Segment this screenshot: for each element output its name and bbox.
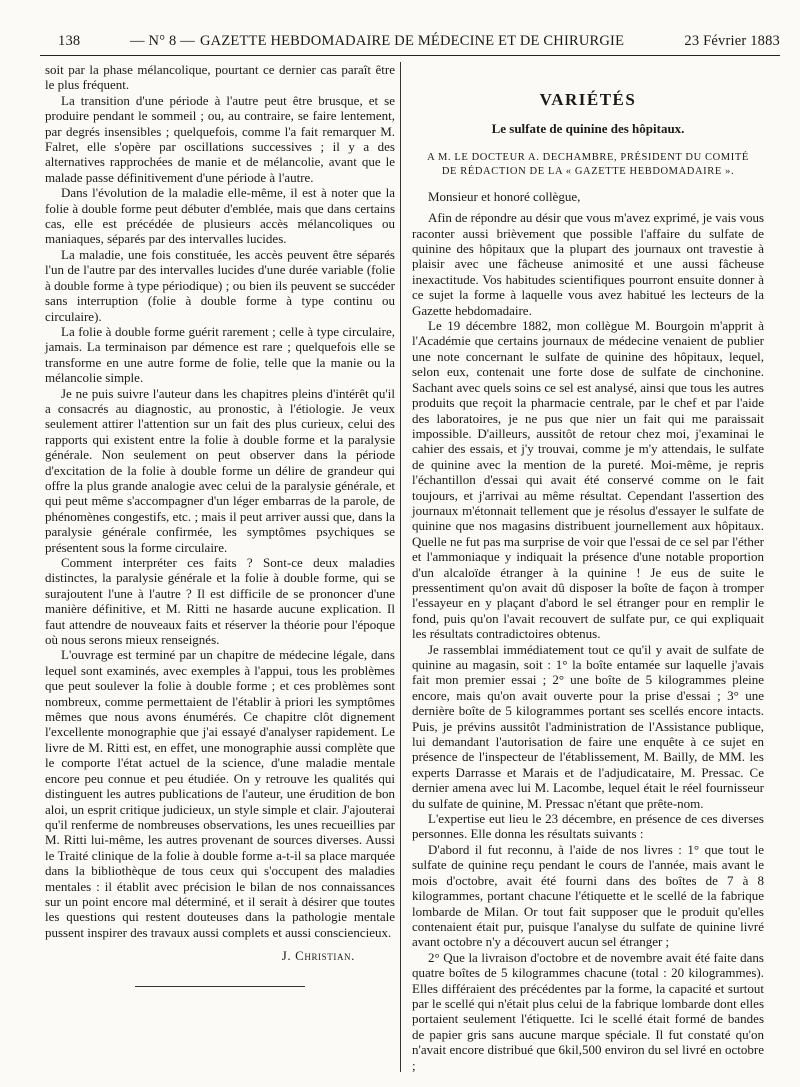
paragraph: L'ouvrage est terminé par un chapitre de médecine légale, dans lequel sont examinés, avec exemples à l'appui, tous les problèmes que peut soulever la folie à double forme ; et ces problèmes sont nombreux, comme permettaient de l'établir à priori les symptômes mêmes que nous avons énumérés. Ce chapitre clôt dignement l'excellente monographie que j'ai essayé d'analyser rapidement. Le livre de M. Ritti est, en effet, une monographie aussi complète que le comporte l'état actuel de la science, d'une maladie mentale encore peu connue et peu étudiée. On y retrouve les qualités qui distinguent les autres publications de l'auteur, une érudition de bon aloi, un esprit critique judicieux, un style simple et clair. J'ajouterai qu'il renferme de nombreuses observations, les unes recueillies par M. Ritti lui-même, les autres provenant de sources diverses. Aussi le Traité clinique de la folie à double forme a-t-il sa place marquée dans la bibliothèque de tous ceux qui s'occupent des maladies mentales : il établit avec précision le bilan de nos connaissances sur un point encore mal déterminé, et il serait à désirer que toutes les questions qui restent douteuses dans la pathologie mentale pussent inspirer des travaux aussi complets et aussi consciencieux. [45,647,395,940]
paragraph: La maladie, une fois constituée, les accès peuvent être séparés l'un de l'autre par des intervalles lucides d'une durée variable (folie à double forme à type périodique) ; ou bien ils peuvent se succéder sans interruption (folie à double forme à type continu ou circulaire). [45,246,395,324]
paragraph: La transition d'une période à l'autre peut être brusque, et se produire pendant le sommeil ; ou, au contraire, se faire lentement, par degrés insensibles ; quelquefois, comme l'a fait remarquer M. Falret, elle s'opère par oscillations successives ; il y a des alternatives rapprochées de manie et de mélancolie, avant que le malade passe définitivement d'une période à l'autre. [45,92,395,185]
section-title: VARIÉTÉS [539,90,637,109]
left-column [45,62,395,987]
paragraph: Je rassemblai immédiatement tout ce qu'il y avait de sulfate de quinine au magasin, soit : 1° la boîte entamée sur laquelle j'avais fait mon premier essai ; 2° une boîte de 5 kilogrammes pleine encore, mais qu'on avait ouverte pour la prise d'essai ; 3° une dernière boîte de 5 kilogrammes portant ses scellés encore intacts. Puis, je prévins aussitôt l'administration de l'Assistance publique, lui demandant l'autorisation de faire une enquête à ce sujet en présence de l'inspecteur de l'établissement, M. Bailly, de MM. les experts Darrasse et Marais et de l'adjudicataire, M. Pressac. Ce dernier amena avec lui M. Lacombe, lequel était le réel fournisseur du sulfate de quinine, M. Pressac n'étant que prête-nom. [412,641,764,811]
issue-date: 23 Février 1883 [684,33,780,49]
page-number: 138 [58,33,81,49]
paragraph: Le 19 décembre 1882, mon collègue M. Bourgoin m'apprit à l'Académie que certains journaux de médecine venaient de publier une note concernant le sulfate de quinine des hôpitaux, lequel, selon eux, contenait une forte dose de sulfate de cinchonine. Sachant avec quels soins ce sel est analysé, ainsi que tous les autres produits que reçoit la pharmacie centrale, par le chef et par l'aide des laboratoires, je ne pus que nier un fait qui me paraissait impossible. D'ailleurs, aussitôt de retour chez moi, j'examinai le cahier des essais, et j'y trouvai, comme je m'y attendais, le sulfate de quinine avec la mention de la pureté. Moi-même, je repris l'échantillon d'essai qui avait été conservé comme on le fait toujours, et j'arrivai au même résultat. Cependant l'assertion des journaux m'étonnait tellement que je résolus d'essayer le sulfate de quinine que nos magasins distribuent journellement aux hôpitaux. Quelle ne fut pas ma surprise de voir que l'essai de ce sel par l'éther et l'ammoniaque y indiquait la présence d'une notable proportion d'un alcaloïde étranger à la quinine ! Je eus de suite le pressentiment qu'on avait dû disposer la boîte de façon à tromper l'essayeur en y plaçant d'abord le sel étranger pour en remplir le fond, puis qu'on l'avait recouvert de sulfate pur, ce qui expliquait les résultats contradictoires obtenus. [412,318,764,642]
end-rule [135,986,305,987]
page-header [40,30,780,52]
paragraph: D'abord il fut reconnu, à l'aide de nos livres : 1° que tout le sulfate de quinine reçu pendant le cours de l'année, mais avant le mois d'octobre, avait été fourni dans des boîtes de 7 à 8 kilogrammes, portant chacune l'étiquette et le scellé de la fabrique lombarde de Milan. Or tout fait supposer que le produit qu'elles contenaient était pur, puisque l'analyse du sulfate de quinine livré avant octobre n'y a découvert aucun sel étranger ; [412,841,764,950]
journal-title: GAZETTE HEBDOMADAIRE DE MÉDECINE ET DE CHIRURGIE [200,33,625,49]
paragraph: L'expertise eut lieu le 23 décembre, en présence de ces diverses personnes. Elle donna les résultats suivants : [412,811,764,842]
paragraph: soit par la phase mélancolique, pourtant ce dernier cas paraît être le plus fréquent. [45,62,395,93]
addressee: A M. LE DOCTEUR A. DECHAMBRE, PRÉSIDENT DU COMITÉ DE RÉDACTION DE LA « GAZETTE HEBDOMADAIRE ». [427,151,749,177]
issue-number: — N° 8 — [130,33,195,49]
column-divider [400,62,401,1072]
article-subtitle: Le sulfate de quinine des hôpitaux. [491,121,685,137]
paragraph: Afin de répondre au désir que vous m'avez exprimé, je vais vous raconter aussi brièvement que possible l'affaire du sulfate de quinine des hôpitaux que la plupart des journaux ont travestie à plaisir avec une fâcheuse animosité et une aussi fâcheuse inexactitude. Vos habitudes scientifiques pourront ensuite donner à ce sujet la forme à laquelle vous avez habitué les lecteurs de la Gazette hebdomadaire. [412,210,764,318]
paragraph: 2° Que la livraison d'octobre et de novembre avait été faite dans quatre boîtes de 5 kilogrammes chacune (total : 20 kilogrammes). Elles différaient des précédentes par la forme, la capacité et surtout par le scellé qui n'était plus celui de la fabrique lombarde dont elles portaient seulement l'étiquette. Ici le scellé était formé de bandes de papier gris sans aucune marque spéciale. Il fut constaté qu'on n'avait encore distribué que 6kil,500 environ du sel livré en octobre ; [412,949,764,1073]
salutation: Monsieur et honoré collègue, [428,188,581,204]
paragraph: Dans l'évolution de la maladie elle-même, il est à noter que la folie à double forme peut débuter d'emblée, mais que dans certains cas, elle est précédée de plusieurs accès mélancoliques ou maniaques, séparés par des intervalles lucides. [45,185,395,247]
author-signature: J. Christian. [281,948,355,964]
paragraph: Comment interpréter ces faits ? Sont-ce deux maladies distinctes, la paralysie générale et la folie à double forme, qui se surajoutent l'une à l'autre ? Il est difficile de se prononcer d'une manière définitive, et M. Ritti ne hasarde aucune explication. Il faut attendre de nouveaux faits et réserver la théorie pour l'époque où nous serons mieux renseignés. [45,555,395,648]
header-rule [40,55,780,56]
right-column [412,62,764,1073]
paragraph: La folie à double forme guérit rarement ; celle à type circulaire, jamais. La terminaison par démence est rare ; quelquefois elle se transforme en une autre forme de folie, telle que la manie ou la mélancolie simple. [45,323,395,386]
paragraph: Je ne puis suivre l'auteur dans les chapitres pleins d'intérêt qu'il a consacrés au diagnostic, au pronostic, à l'étiologie. Je veux seulement attirer l'attention sur un fait des plus curieux, celui des rapports qui existent entre la folie à double forme et la paralysie générale. Non seulement on peut observer dans la période d'excitation de la folie à double forme un délire de grandeur qui offre la plus grande analogie avec celui de la paralysie générale, et qui peut même s'accompagner d'un léger embarras de la parole, de phénomènes congestifs, etc. ; mais il peut arriver aussi que, dans la paralysie générale confirmée, les symptômes psychiques se présentent sous la forme circulaire. [45,385,395,555]
